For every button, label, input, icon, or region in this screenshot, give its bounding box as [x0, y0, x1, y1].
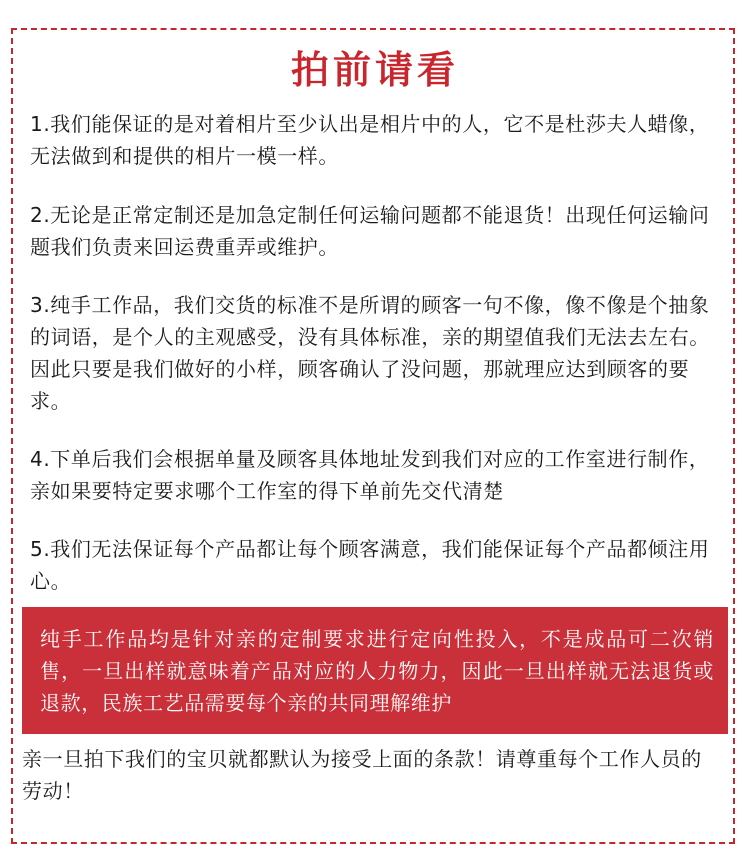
- notice-banner: [22, 607, 728, 734]
- footer-text: 亲一旦拍下我们的宝贝就都默认为接受上面的条款！请尊重每个工作人员的劳动！: [22, 747, 702, 803]
- term-3: 3.纯手工作品，我们交货的标准不是所谓的顾客一句不像，像不像是个抽象的词语，是个人的主观感受，没有具体标准，亲的期望值我们无法去左右。因此只要是我们做好的小样，顾客确认了没问题，那就理应达到顾客的要求。: [30, 293, 710, 413]
- term-2: 2.无论是正常定制还是加急定制任何运输问题都不能退货！出现任何运输问题我们负责来回运费重弄或维护。: [30, 203, 710, 259]
- notice-text: 纯手工作品均是针对亲的定制要求进行定向性投入，不是成品可二次销售，一旦出样就意味着产品对应的人力物力，因此一旦出样就无法退货或退款，民族工艺品需要每个亲的共同理解维护: [40, 627, 714, 715]
- term-1: 1.我们能保证的是对着相片至少认出是相片中的人，它不是杜莎夫人蜡像，无法做到和提供的相片一模一样。: [30, 112, 710, 168]
- term-4: 4.下单后我们会根据单量及顾客具体地址发到我们对应的工作室进行制作，亲如果要特定要求哪个工作室的得下单前先交代清楚: [30, 447, 710, 503]
- page-title: 拍前请看: [290, 48, 459, 92]
- term-5: 5.我们无法保证每个产品都让每个顾客满意，我们能保证每个产品都倾注用心。: [30, 537, 710, 593]
